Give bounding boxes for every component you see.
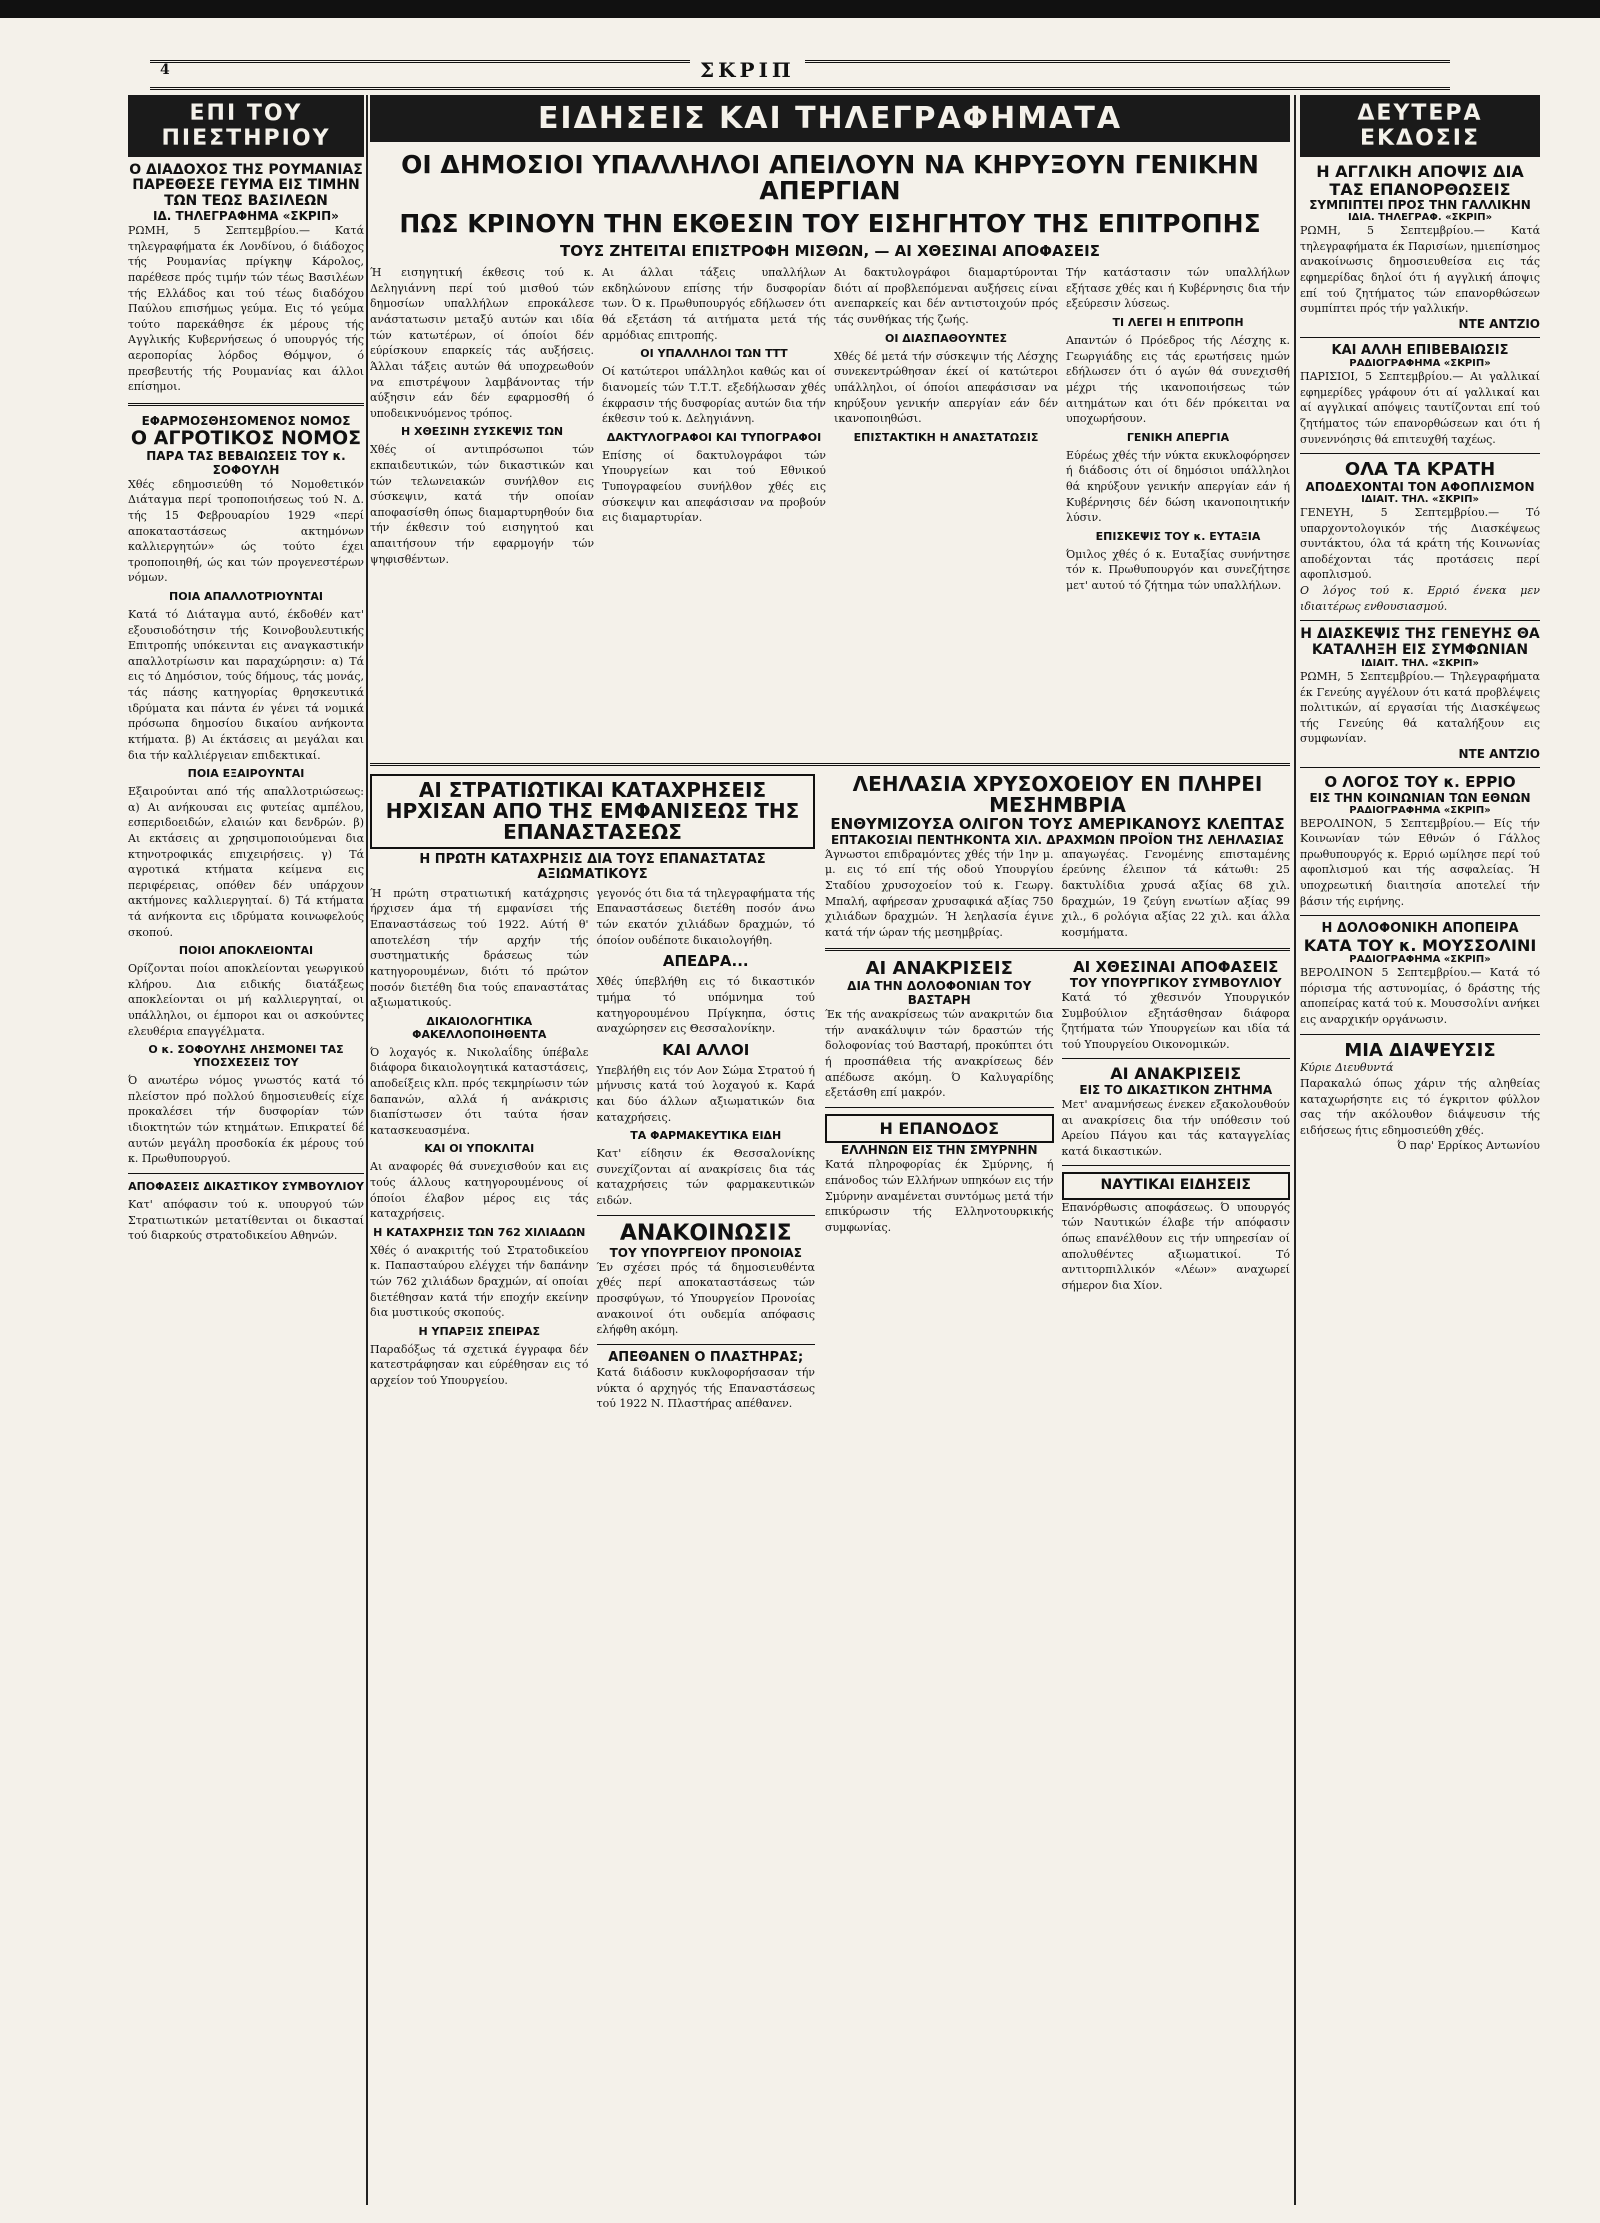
byline: ΙΔΙΑ. ΤΗΛΕΓΡΑΦ. «ΣΚΡΙΠ» — [1347, 212, 1493, 224]
headline: ΟΛΑ ΤΑ ΚΡΑΤΗ — [1344, 459, 1496, 481]
article-body: Επίσης οί δακτυλογράφοι τών Υπουργείων και τού Εθνικού Τυπογραφείου συνήλθον χθές εις σύσκεψιν και απεφάσισαν να προβούν εις διαμαρτυρίαν. — [602, 448, 826, 525]
kicker: ΕΦΑΡΜΟΣΘΗΣΟΜΕΝΟΣ ΝΟΜΟΣ — [141, 413, 351, 428]
article-body: Κατά τό χθεσινόν Υπουργικόν Συμβούλιον εξητάσθησαν διάφορα ζητήματα τών Υπουργείων και ιδία τά τού Υπουργείου Οικονομικών. — [1061, 990, 1290, 1051]
divider — [128, 1173, 364, 1174]
divider — [597, 1344, 816, 1345]
subhead: ΕΠΙΣΚΕΨΙΣ ΤΟΥ κ. ΕΥΤΑΞΙΑ — [1095, 529, 1261, 543]
byline: ΕΛΛΗΝΩΝ ΕΙΣ ΤΗΝ ΣΜΥΡΝΗΝ — [840, 1143, 1038, 1158]
subhead: ΤΙ ΛΕΓΕΙ Η ΕΠΙΤΡΟΠΗ — [1112, 316, 1244, 330]
second-edition-banner: ΔΕΥΤΕΡΑ ΕΚΔΟΣΙΣ — [1300, 95, 1540, 157]
lower-left — [370, 774, 815, 2205]
article-body: Χθές δέ μετά τήν σύσκεψιν τής Λέσχης συνεκεντρώθησαν έκεί οί κατώτεροι υπάλληλοι, οί όποίοι απεφάσισαν να κηρύξουν γενικήν απεργίαν εάν δέν ικανοποιηθώσι. — [834, 349, 1058, 426]
article-body: Άγνωστοι επιδραμόντες χθές τήν 1ην μ. μ. εις τό επί τής οδού Υπουργίου Σταδίου χρυσοχοείον τού κ. Γεωργ. Μπαλή, αφήρεσαν χρυσαφικά αξίας 750 χιλιάδων δραχμών. Ή λεηλασία έγινε κατά τήν ώραν τής μεσημβρίας. — [825, 847, 1054, 939]
lead-deck: ΤΟΥΣ ΖΗΤΕΙΤΑΙ ΕΠΙΣΤΡΟΦΗ ΜΙΣΘΩΝ, — ΑΙ ΧΘΕΣΙΝΑΙ ΑΠΟΦΑΣΕΙΣ — [560, 241, 1100, 260]
byline: ΙΔΙΑΙΤ. ΤΗΛ. «ΣΚΡΙΠ» — [1361, 493, 1479, 505]
headline: ΑΙ ΑΝΑΚΡΙΣΕΙΣ — [1110, 1064, 1242, 1084]
divider — [1300, 620, 1540, 621]
article-body: Χθές εδημοσιεύθη τό Νομοθετικόν Διάταγμα περί τροποποιήσεως τού Ν. Δ. τής 15 Φεβρουαρίου 1929 «περί αποκαταστάσεως ακτημόνων καλλιεργητών» ώς τούτο έχει τροποποιηθή, ώς και τών προγενεστέρων νόμων. — [128, 477, 364, 585]
article-body: Εξαιρούνται από τής απαλλοτριώσεως: α) Αι ανήκουσαι εις φυτείας αμπέλου, εσπεριδοειδών, ελαιών και δενδρών. β) Αι εκτάσεις αι χρησιμοποιούμεναι δια κτηνοτροφικάς επιχειρήσεις. γ) Τά αγροτικά κτήματα κείμενα εις περιφέρειας, οπόθεν δέν υπάρχουν ακτήμονες καλλιεργηταί. δ) Τά κτήματα τά ανήκοντα εις ιδρύματα κοινωφελούς σκοπού. — [128, 785, 364, 939]
article-body: απαγωγέας. Γενομένης επισταμένης έρεύνης έλειπον τά κάτωθι: 25 δακτυλίδια χρυσά αξίας 68 χιλ. δραχμών, 19 ζεύγη ενωτίων αξίας 99 χιλ., 6 ρολόγια αξίας 22 χιλ. και άλλα κοσμήματα. — [1061, 847, 1290, 939]
article-body: Έκ τής ανακρίσεως τών ανακριτών δια τήν ανακάλυψιν τών δραστών τής δολοφονίας τού Βασταρή, προκύπτει ότι ή προσπάθεια τής ανακρίσεως δέν απέδωσε ακόμη. Ό Καλυγαρίδης εξετάσθη επί μακρόν. — [825, 1008, 1054, 1100]
subhead: ΚΑΙ ΑΛΛΟΙ — [662, 1040, 750, 1059]
subhead: ΠΟΙΟΙ ΑΠΟΚΛΕΙΟΝΤΑΙ — [178, 944, 314, 958]
divider — [1300, 337, 1540, 338]
article-body: Υπεβλήθη εις τόν Αον Σώμα Στρατού ή μήνυσις κατά τού λοχαγού κ. Καρά και δύο άλλων αξιωματικών δια καταχρήσεις. — [596, 1063, 815, 1124]
article-body: Κατά πληροφορίας έκ Σμύρνης, ή επάνοδος τών Ελλήνων υπηκόων εις τήν Σμύρνην αναμένεται συντόμως μετά τήν επικύρωσιν τής Ελληνοτουρκικής συμφωνίας. — [825, 1158, 1054, 1234]
byline: ΤΟΥ ΥΠΟΥΡΓΙΚΟΥ ΣΥΜΒΟΥΛΙΟΥ — [1069, 975, 1282, 990]
divider — [597, 1215, 816, 1216]
article-body: Χθές ύπεβλήθη εις τό δικαστικόν τμήμα τό υπόμνημα τού κατηγορουμένου Πρίγκηπα, όστις αναχώρησεν εις Θεσσαλονίκην. — [596, 975, 815, 1036]
subhead: Η ΧΘΕΣΙΝΗ ΣΥΣΚΕΨΙΣ ΤΩΝ — [400, 425, 564, 439]
subhead: ΕΙΣ ΤΗΝ ΚΟΙΝΩΝΙΑΝ ΤΩΝ ΕΘΝΩΝ — [1309, 790, 1531, 805]
article-body: Επανόρθωσις αποφάσεως. Ό υπουργός τών Ναυτικών έλαβε τήν απόφασιν όπως επανέλθουν εις τήν υπηρεσίαν οί απολυθέντες αξιωματικοί. Τό αντιτορπιλλικόν «Λέων» αναχωρεί σήμερον δια Χίον. — [1061, 1200, 1290, 1292]
subhead: ΑΠΟΦΑΣΕΙΣ ΔΙΚΑΣΤΙΚΟΥ ΣΥΜΒΟΥΛΙΟΥ — [128, 1179, 364, 1193]
article-body: ΠΑΡΙΣΙΟΙ, 5 Σεπτεμβρίου.— Αι γαλλικαί εφημερίδες γράφουν ότι αί γαλλικαί και αί αγγλικαί απόψεις ταυτίζονται επί τού ζητήματος τών επανορθώσεων και ότι ή συνεννόησις θά επιτευχθή ταχέως. — [1300, 370, 1540, 446]
divider — [1300, 915, 1540, 916]
article-body: ΡΩΜΗ, 5 Σεπτεμβρίου.— Κατά τηλεγραφήματα έκ Λονδίνου, ό διάδοχος τής Ρουμανίας πρίγκηψ Κάρολος, παρέθεσε πρός τιμήν τών τέως Βασιλέων τής Ελλάδος και τού τέως διαδόχου Παύλου επισήμως γεύμα. Εις τό γεύμα τούτο παρεκάθησε έκ μέρους τής Αγγλικής Κυβερνήσεως ό υπουργός τής αεροπορίας λόρδος Θόμψον, ό πρεσβευτής τής Ρουμανίας και άλλοι επίσημοι. — [128, 224, 364, 394]
article-body: Ό λοχαγός κ. Νικολαΐδης ύπέβαλε διάφορα δικαιολογητικά καταστάσεις, αποδείξεις κλπ. πρός τεκμηρίωσιν τών δαπανών, αλλά ή ανάκρισις διαπίστωσεν ότι ταύτα ήσαν κατασκευασμένα. — [370, 1045, 589, 1137]
article-body: Κατ' απόφασιν τού κ. υπουργού τών Στρατιωτικών μετατίθενται οι δικασταί τού διαρκούς στρατοδικείου Αθηνών. — [128, 1197, 364, 1243]
subhead: ΟΙ ΔΙΑΣΠΑΘΟΥΝΤΕΣ — [884, 331, 1008, 345]
subhead: ΚΑΙ ΟΙ ΥΠΟΚΛΙΤΑΙ — [424, 1142, 535, 1156]
byline: ΡΑΔΙΟΓΡΑΦΗΜΑ «ΣΚΡΙΠ» — [1349, 358, 1491, 370]
left-column — [128, 95, 364, 2205]
headline: Η ΔΙΑΣΚΕΨΙΣ ΤΗΣ ΓΕΝΕΥΗΣ ΘΑ ΚΑΤΑΛΗΞΗ ΕΙΣ ΣΥΜΦΩΝΙΑΝ — [1300, 626, 1540, 658]
article-body: Ή πρώτη στρατιωτική κατάχρησις ήρχισεν άμα τή εμφανίσει τής Επαναστάσεως τού 1922. Αύτή θ' αποτελέση τήν αρχήν τής συστηματικής δράσεως τών κατηγορουμένων, διότι τό πρώτον ποσόν διετέθη δια τούς επαναστάτας αξιωματικούς. — [370, 886, 589, 1010]
divider — [370, 763, 1290, 766]
article-body: ΡΩΜΗ, 5 Σεπτεμβρίου.— Κατά τηλεγραφήματα έκ Παρισίων, ημιεπίσημος ανακοίνωσις δημοσιευθείσα εις τάς εφημερίδας δηλοί ότι ή αγγλική άποψις επί τού ζητήματος τών επανορθώσεων συμπίπτει πρός τήν γαλλικήν. — [1300, 224, 1540, 316]
article-body: Απαντών ό Πρόεδρος τής Λέσχης κ. Γεωργιάδης εις τάς ερωτήσεις ημών εδήλωσεν ότι ό αγών θά συνεχισθή μέχρι τής ικανοποιήσεως τών αιτημάτων και ότι δέν πρόκειται να υποχωρήσουν. — [1066, 334, 1290, 426]
headline: ΑΙ ΑΝΑΚΡΙΣΕΙΣ — [865, 958, 1013, 980]
byline: ΠΑΡΑ ΤΑΣ ΒΕΒΑΙΩΣΕΙΣ ΤΟΥ κ. ΣΟΦΟΥΛΗ — [146, 448, 346, 477]
headline: Η ΑΓΓΛΙΚΗ ΑΠΟΨΙΣ ΔΙΑ ΤΑΣ ΕΠΑΝΟΡΘΩΣΕΙΣ — [1316, 162, 1524, 199]
article-body: Ο λόγος τού κ. Ερριό ένεκα μεν ιδιαιτέρως ενθουσιασμού. — [1300, 584, 1540, 613]
article-body: Μετ' αναμνήσεως ένεκεν εξακολουθούν αι ανακρίσεις δια τήν υπόθεσιν τού Αρείου Πάγου και τάς καταγγελίας κατά δικαστικών. — [1061, 1097, 1290, 1158]
headline: Η ΔΟΛΟΦΟΝΙΚΗ ΑΠΟΠΕΙΡΑ — [1321, 921, 1519, 937]
subhead: ΕΠΙΣΤΑΚΤΙΚΗ Η ΑΝΑΣΤΑΤΩΣΙΣ — [853, 430, 1039, 444]
article-body: Παραδόξως τά σχετικά έγγραφα δέν κατεστράφησαν και εύρέθησαν εις τό αρχείον τού Υπουργείου. — [370, 1342, 589, 1388]
article-body: Χθές οί αντιπρόσωποι τών εκπαιδευτικών, τών δικαστικών και τών τελωνειακών συνήλθον εις σύσκεψιν, κατά τήν οποίαν αποφασίσθη όπως διαμαρτυρηθούν δια τήν έκθεσιν τού εισηγητού και απαιτήσουν τήν εφαρμογήν τών ψηφισθέντων. — [370, 443, 594, 566]
salutation: Κύριε Διευθυντά — [1300, 1061, 1394, 1075]
headline: Ο ΔΙΑΔΟΧΟΣ ΤΗΣ ΡΟΥΜΑΝΙΑΣ ΠΑΡΕΘΕΣΕ ΓΕΥΜΑ ΕΙΣ ΤΙΜΗΝ ΤΩΝ ΤΕΩΣ ΒΑΣΙΛΕΩΝ — [129, 162, 363, 209]
subhead: ΤΑ ΦΑΡΜΑΚΕΥΤΙΚΑ ΕΙΔΗ — [630, 1129, 782, 1143]
subhead: ΟΙ ΥΠΑΛΛΗΛΟΙ ΤΩΝ ΤΤΤ — [640, 347, 788, 361]
subhead: Ο κ. ΣΟΦΟΥΛΗΣ ΛΗΣΜΟΝΕΙ ΤΑΣ ΥΠΟΣΧΕΣΕΙΣ ΤΟΥ — [148, 1043, 344, 1070]
divider — [825, 1107, 1054, 1108]
headline: Ο ΑΓΡΟΤΙΚΟΣ ΝΟΜΟΣ — [130, 426, 362, 449]
lead-headline: ΟΙ ΔΗΜΟΣΙΟΙ ΥΠΑΛΛΗΛΟΙ ΑΠΕΙΛΟΥΝ ΝΑ ΚΗΡΥΞΟΥΝ ΓΕΝΙΚΗΝ ΑΠΕΡΓΙΑΝ — [401, 150, 1259, 206]
divider — [1300, 453, 1540, 454]
page-number: 4 — [160, 62, 170, 78]
divider — [128, 403, 364, 406]
scan-edge-bar — [0, 0, 1600, 18]
subhead: ΚΑΤΑ ΤΟΥ κ. ΜΟΥΣΣΟΛΙΝΙ — [1303, 935, 1537, 955]
article-body: Κατά διάδοσιν κυκλοφορήσασαν τήν νύκτα ό αρχηγός τής Επαναστάσεως τού 1922 Ν. Πλαστήρας απέθανεν. — [596, 1366, 815, 1411]
subhead: ΑΠΟΔΕΧΟΝΤΑΙ ΤΟΝ ΑΦΟΠΛΙΣΜΟΝ — [1305, 479, 1535, 494]
headline: ΑΝΑΚΟΙΝΩΣΙΣ — [619, 1220, 792, 1246]
divider — [1062, 1165, 1291, 1166]
article-body: Αι άλλαι τάξεις υπαλλήλων εκδηλώνουν επίσης τήν δυσφορίαν των. Ό κ. Πρωθυπουργός εδήλωσεν ότι θά εξετάση τά αιτήματα μετά τής αρμόδιας επιτροπής. — [602, 266, 826, 342]
lead-article — [370, 265, 1290, 755]
subhead: ΣΥΜΠΙΠΤΕΙ ΠΡΟΣ ΤΗΝ ΓΑΛΛΙΚΗΝ — [1309, 198, 1531, 213]
article-body: Τήν κατάστασιν τών υπαλλήλων εξήτασε χθές και ή Κυβέρνησις δια τήν εξεύρεσιν λύσεως. — [1066, 266, 1290, 311]
headline: Ο ΛΟΓΟΣ ΤΟΥ κ. ΕΡΡΙΟ — [1324, 773, 1516, 792]
left-banner: ΕΠΙ ΤΟΥ ΠΙΕΣΤΗΡΙΟΥ — [128, 95, 364, 157]
signature: ΝΤΕ ΑΝΤΖΙΟ — [1458, 747, 1540, 762]
subhead: ΔΙΚΑΙΟΛΟΓΗΤΙΚΑ ΦΑΚΕΛΛΟΠΟΙΗΘΕΝΤΑ — [412, 1014, 547, 1041]
subhead: Η ΚΑΤΑΧΡΗΣΙΣ ΤΩΝ 762 ΧΙΛΙΑΔΩΝ — [373, 1225, 586, 1239]
article-body: Κατ' είδησιν έκ Θεσσαλονίκης συνεχίζονται αί ανακρίσεις δια τάς καταχρήσεις τών φαρμακευτικών ειδών. — [596, 1147, 815, 1207]
byline: ΡΑΔΙΟΓΡΑΦΗΜΑ «ΣΚΡΙΠ» — [1349, 804, 1491, 816]
lower-section — [370, 774, 1290, 2205]
article-body: Κατά τό Διάταγμα αυτό, έκδοθέν κατ' εξουσιοδότησιν τής Κοινοβουλευτικής Επιτροπής υπόκεινται εις αναγκαστικήν απαλλοτρίωσιν και παραχώρησιν: α) Τά εις τό Δημόσιον, τούς δήμους, τάς μονάς, τάς πάσης κατηγορίας θρησκευτικά ιδρύματα και πάντα έν γένει τά νομικά πρόσωπα δημοσίου δικαίου ανήκοντα κτήματα. β) Αι έκτάσεις αι μεγάλαι και δια τήν καλλιέργειαν επιδεκτικαί. — [128, 608, 364, 762]
article-body: Παρακαλώ όπως χάριν τής αληθείας καταχωρήσητε εις τό έγκριτον φύλλον σας τήν ακόλουθον διάψευσιν τής ειδήσεως ήτις εδημοσιεύθη χθές. — [1300, 1076, 1540, 1137]
article-body: Ό ανωτέρω νόμος γνωστός κατά τό πλείστον πρό πολλού δημοσιευθείς είχε προκαλέσει τήν δυσφορίαν τών ιδιοκτητών τών κτημάτων. Επικρατεί δέ αυτών μεγάλη προσδοκία έκ μέρους τού κ. Πρωθυπουργού. — [128, 1074, 364, 1166]
headline: ΜΙΑ ΔΙΑΨΕΥΣΙΣ — [1344, 1039, 1496, 1061]
byline: ΙΔΙΑΙΤ. ΤΗΛ. «ΣΚΡΙΠ» — [1361, 658, 1479, 670]
article-body: Αι δακτυλογράφοι διαμαρτύρονται διότι αί προβλεπόμεναι αυξήσεις είναι ανεπαρκείς και δέν αντιστοιχούν πρός τάς συνθήκας τής ζωής. — [834, 266, 1058, 327]
right-column — [1300, 95, 1540, 2205]
article-body: Ορίζονται ποίοι αποκλείονται γεωργικού κλήρου. Δια ειδικής διατάξεως αποκλείονται οι μή καλλιεργηταί, οι υπάλληλοι, οι έμποροι και οι ασκούντες ελευθέρια επαγγέλματα. — [128, 962, 364, 1038]
subhead: Η ΥΠΑΡΞΙΣ ΣΠΕΙΡΑΣ — [418, 1324, 541, 1338]
article-body: Ή εισηγητική έκθεσις τού κ. Δεληγιάννη περί τού μισθού τών δημοσίων υπαλλήλων επροκάλεσε ανάστατωσιν μεταξύ αυτών και ιδία τών κατωτέρων, οί όποίοι δέν εύρίσκουν επαρκείς τάς αυξήσεις. Άλλαι τάξεις αυτών θά υποχρεωθούν να επιστρέψουν λαμβάνοντας τήν αύξησιν εάν δέν εφαρμοσθή ό υποδεικνυόμενος τρόπος. — [370, 266, 594, 420]
byline: ΤΟΥ ΥΠΟΥΡΓΕΙΟΥ ΠΡΟΝΟΙΑΣ — [609, 1245, 802, 1260]
signature: ΝΤΕ ΑΝΤΖΙΟ — [1458, 316, 1540, 331]
article-body: Αι αναφορές θά συνεχισθούν και εις τούς άλλους κατηγορουμένους οί όποίοι έλαβον μέρος εις τάς καταχρήσεις. — [370, 1160, 589, 1221]
headline: ΝΑΥΤΙΚΑΙ ΕΙΔΗΣΕΙΣ — [1062, 1172, 1291, 1199]
article-body: γεγονός ότι δια τά τηλεγραφήματα τής Επαναστάσεως διετέθη ποσόν άνω τών εκατόν χιλιάδων δραχμών, τό όποίον ουδέποτε δικαιολογήθη. — [596, 886, 815, 947]
article-body: Όμιλος χθές ό κ. Ευταξίας συνήντησε τόν κ. Πρωθυπουργόν και συνεζήτησε μετ' αυτού τό ζήτημα τών υπαλλήλων. — [1066, 547, 1290, 592]
headline: ΑΠΕΘΑΝΕΝ Ο ΠΛΑΣΤΗΡΑΣ; — [608, 1349, 804, 1365]
subhead: ΠΟΙΑ ΕΞΑΙΡΟΥΝΤΑΙ — [187, 767, 305, 781]
signature: Ό παρ' Ερρίκος Αντωνίου — [1397, 1139, 1540, 1153]
article-body: Έν σχέσει πρός τά δημοσιευθέντα χθές περί αποκαταστάσεως τών προσφύγων, τό Υπουργείον Προνοίας ανακοινοί ότι ουδεμία απόφασις ελήφθη ακόμη. — [596, 1260, 815, 1337]
byline: ΡΑΔΙΟΓΡΑΦΗΜΑ «ΣΚΡΙΠ» — [1349, 954, 1491, 966]
article-body: ΒΕΡΟΛΙΝΟΝ, 5 Σεπτεμβρίου.— Είς τήν Κοινωνίαν τών Εθνών ό Γάλλος πρωθυπουργός κ. Ερριό ωμίλησε περί τού αφοπλισμού και τής ασφαλείας. Ή υποχρεωτική διαιτησία αποτελεί τήν βάσιν τής ειρήνης. — [1300, 816, 1540, 908]
subhead: ΠΟΙΑ ΑΠΑΛΛΟΤΡΙΟΥΝΤΑΙ — [169, 590, 323, 604]
byline: ΕΙΣ ΤΟ ΔΙΚΑΣΤΙΚΟΝ ΖΗΤΗΜΑ — [1079, 1082, 1273, 1097]
paper-name: ΣΚΡΙΠ — [690, 58, 805, 82]
column-rule — [366, 95, 368, 2205]
subhead: ΑΠΕΔΡΑ... — [662, 952, 749, 971]
article-body: Εύρέως χθές τήν νύκτα εκυκλοφόρησεν ή διάδοσις ότι οί δημόσιοι υπάλληλοι θά κηρύξουν γενικήν απεργίαν εάν ή Κυβέρνησις δέν δώση ικανοποιητικήν λύσιν. — [1066, 448, 1290, 525]
headline: ΚΑΙ ΑΛΛΗ ΕΠΙΒΕΒΑΙΩΣΙΣ — [1331, 342, 1509, 358]
center-column — [370, 95, 1290, 2205]
article-body: Χθές ό ανακριτής τού Στρατοδικείου κ. Παπασταύρου ελέγχει τήν δαπάνην τών 762 χιλιάδων δραχμών, αί οποίαι διετέθησαν κατά τήν εποχήν εκείνην δια μυστικούς σκοπούς. — [370, 1243, 589, 1320]
headline: ΑΙ ΧΘΕΣΙΝΑΙ ΑΠΟΦΑΣΕΙΣ — [1073, 958, 1279, 977]
article-body: ΡΩΜΗ, 5 Σεπτεμβρίου.— Τηλεγραφήματα έκ Γενεύης αγγέλουν ότι κατά προβλέψεις πολιτικών, αί εργασίαι τής Διασκέψεως τής Γενεύης θά καταλήξουν εις συμφωνίαν. — [1300, 670, 1540, 746]
column-rule — [1294, 95, 1296, 2205]
lower-right — [825, 774, 1290, 2205]
headline: Η ΕΠΑΝΟΔΟΣ — [825, 1114, 1054, 1144]
divider — [1062, 1058, 1291, 1059]
article-body: ΒΕΡΟΛΙΝΟΝ 5 Σεπτεμβρίου.— Κατά τό πόρισμα τής αστυνομίας, ό δράστης τής αποπείρας κατά τού κ. Μουσσολίνι ανήκει εις αναρχικήν οργάνωσιν. — [1300, 966, 1540, 1026]
byline: ΙΔ. ΤΗΛΕΓΡΑΦΗΜΑ «ΣΚΡΙΠ» — [153, 209, 339, 224]
divider — [1300, 1034, 1540, 1035]
divider — [1300, 767, 1540, 768]
robbery-subdeck: ΕΠΤΑΚΟΣΙΑΙ ΠΕΝΤΗΚΟΝΤΑ ΧΙΛ. ΔΡΑΧΜΩΝ ΠΡΟΪΟΝ ΤΗΣ ΛΕΗΛΑΣΙΑΣ — [830, 832, 1284, 847]
robbery-deck: ΕΝΘΥΜΙΖΟΥΣΑ ΟΛΙΓΟΝ ΤΟΥΣ ΑΜΕΡΙΚΑΝΟΥΣ ΚΛΕΠΤΑΣ — [830, 815, 1285, 834]
lead-subheadline: ΠΩΣ ΚΡΙΝΟΥΝ ΤΗΝ ΕΚΘΕΣΙΝ ΤΟΥ ΕΙΣΗΓΗΤΟΥ ΤΗΣ ΕΠΙΤΡΟΠΗΣ — [399, 208, 1261, 238]
section-banner: ΕΙΔΗΣΕΙΣ ΚΑΙ ΤΗΛΕΓΡΑΦΗΜΑΤΑ — [370, 95, 1290, 142]
military-headline: ΑΙ ΣΤΡΑΤΙΩΤΙΚΑΙ ΚΑΤΑΧΡΗΣΕΙΣ ΗΡΧΙΣΑΝ ΑΠΟ ΤΗΣ ΕΜΦΑΝΙΣΕΩΣ ΤΗΣ ΕΠΑΝΑΣΤΑΣΕΩΣ — [370, 774, 815, 849]
subhead: ΔΑΚΤΥΛΟΓΡΑΦΟΙ ΚΑΙ ΤΥΠΟΓΡΑΦΟΙ — [606, 430, 822, 444]
military-deck: Η ΠΡΩΤΗ ΚΑΤΑΧΡΗΣΙΣ ΔΙΑ ΤΟΥΣ ΕΠΑΝΑΣΤΑΤΑΣ ΑΞΙΩΜΑΤΙΚΟΥΣ — [419, 852, 766, 882]
subhead: ΓΕΝΙΚΗ ΑΠΕΡΓΙΑ — [1126, 430, 1230, 444]
robbery-headline: ΛΕΗΛΑΣΙΑ ΧΡΥΣΟΧΟΕΙΟΥ ΕΝ ΠΛΗΡΕΙ ΜΕΣΗΜΒΡΙΑ — [852, 774, 1263, 818]
divider — [825, 948, 1290, 951]
article-body: Οί κατώτεροι υπάλληλοι καθώς και οί διανομείς τών Τ.Τ.Τ. εξεδήλωσαν χθές έκφρασιν τής δυσφορίας αυτών δια τήν έκθεσιν τού κ. Δεληγιάννη. — [602, 365, 826, 426]
article-body: ΓΕΝΕΥΗ, 5 Σεπτεμβρίου.— Τό υπαρχοντολογικόν τής Διασκέψεως συντάκτου, όλα τά κράτη τής Κοινωνίας αποδέχονται τάς προτάσεις περί αφοπλισμού. — [1300, 505, 1540, 582]
byline: ΔΙΑ ΤΗΝ ΔΟΛΟΦΟΝΙΑΝ ΤΟΥ ΒΑΣΤΑΡΗ — [847, 979, 1032, 1008]
